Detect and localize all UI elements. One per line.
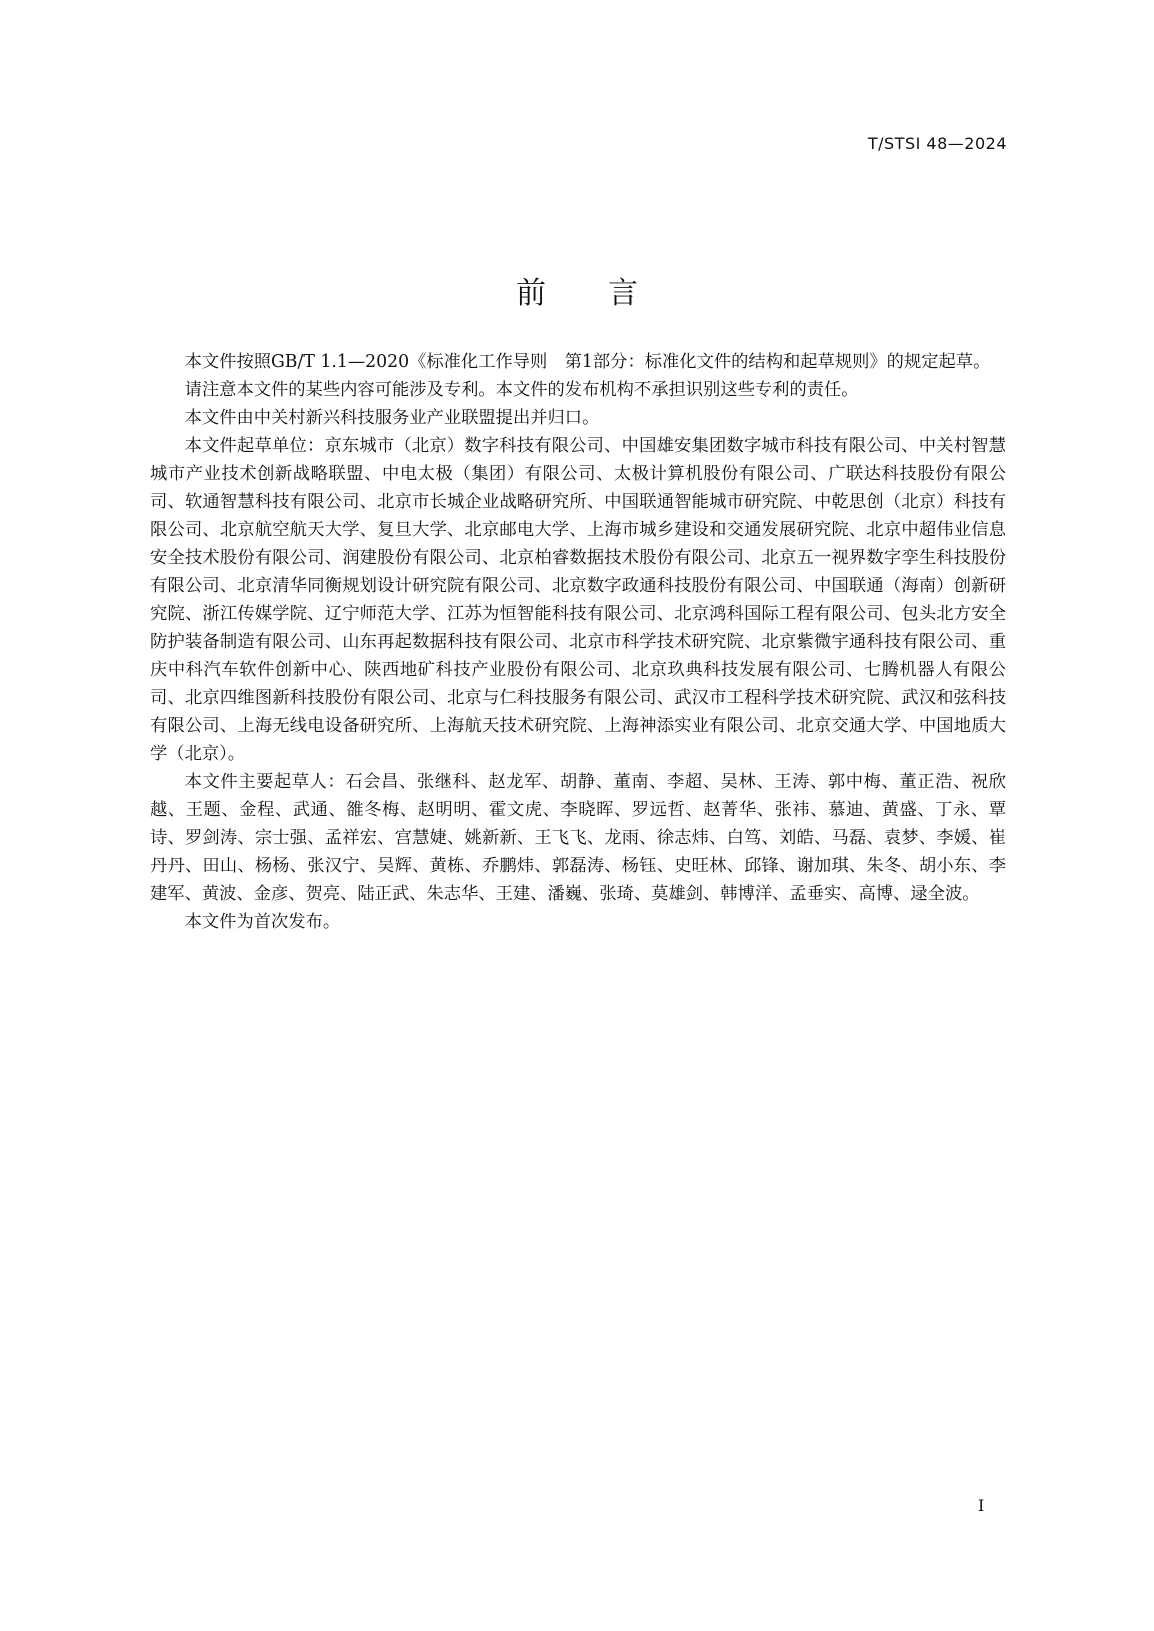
foreword-body <box>150 348 1006 936</box>
page-number: I <box>978 1496 985 1515</box>
document-code: T/STSI 48—2024 <box>867 134 1007 153</box>
paragraph-proposer: 本文件由中关村新兴科技服务业产业联盟提出并归口。 <box>184 408 600 428</box>
paragraph-drafting-units: 本文件起草单位：京东城市（北京）数字科技有限公司、中国雄安集团数字城市科技有限公司、中关村智慧城市产业技术创新战略联盟、中电太极（集团）有限公司、太极计算机股份有限公司、广联达科技股份有限公司、软通智慧科技有限公司、北京市长城企业战略研究所、中国联通智能城市研究院、中乾思创（北京）科技有限公司、北京航空航天大学、复旦大学、北京邮电大学、上海市城乡建设和交通发展研究院、北京中超伟业信息安全技术股份有限公司、润建股份有限公司、北京柏睿数据技术股份有限公司、北京五一视界数字孪生科技股份有限公司、北京清华同衡规划设计研究院有限公司、北京数字政通科技股份有限公司、中国联通（海南）创新研究院、浙江传媒学院、辽宁师范大学、江苏为恒智能科技有限公司、北京鸿科国际工程有限公司、包头北方安全防护装备制造有限公司、山东再起数据科技有限公司、北京市科学技术研究院、北京紫微宇通科技有限公司、重庆中科汽车软件创新中心、陕西地矿科技产业股份有限公司、北京玖典科技发展有限公司、七腾机器人有限公司、北京四维图新科技股份有限公司、北京与仁科技服务有限公司、武汉市工程科学技术研究院、武汉和弦科技有限公司、上海无线电设备研究所、上海航天技术研究院、上海神添实业有限公司、北京交通大学、中国地质大学（北京）。 <box>150 436 1006 764</box>
page-title: 前言 <box>516 276 700 311</box>
paragraph-patent-notice: 请注意本文件的某些内容可能涉及专利。本文件的发布机构不承担识别这些专利的责任。 <box>184 380 859 400</box>
paragraph-drafters: 本文件主要起草人：石会昌、张继科、赵龙军、胡静、董南、李超、吴林、王涛、郭中梅、董正浩、祝欣越、王题、金程、武通、雒冬梅、赵明明、霍文虎、李晓晖、罗远哲、赵菁华、张祎、慕迪、黄盛、丁永、覃诗、罗剑涛、宗士强、孟祥宏、宫慧婕、姚新新、王飞飞、龙雨、徐志炜、白笃、刘皓、马磊、袁梦、李媛、崔丹丹、田山、杨杨、张汉宁、吴辉、黄栋、乔鹏炜、郭磊涛、杨钰、史旺林、邱锋、谢加琪、朱冬、胡小东、李建军、黄波、金彦、贺亮、陆正武、朱志华、王建、潘巍、张琦、莫雄剑、韩博洋、孟垂实、高博、逯全波。 <box>150 772 1006 904</box>
paragraph-drafting-rules: 本文件按照GB/T 1.1—2020《标准化工作导则 第1部分：标准化文件的结构和起草规则》的规定起草。 <box>184 352 991 372</box>
paragraph-first-release: 本文件为首次发布。 <box>184 912 341 932</box>
